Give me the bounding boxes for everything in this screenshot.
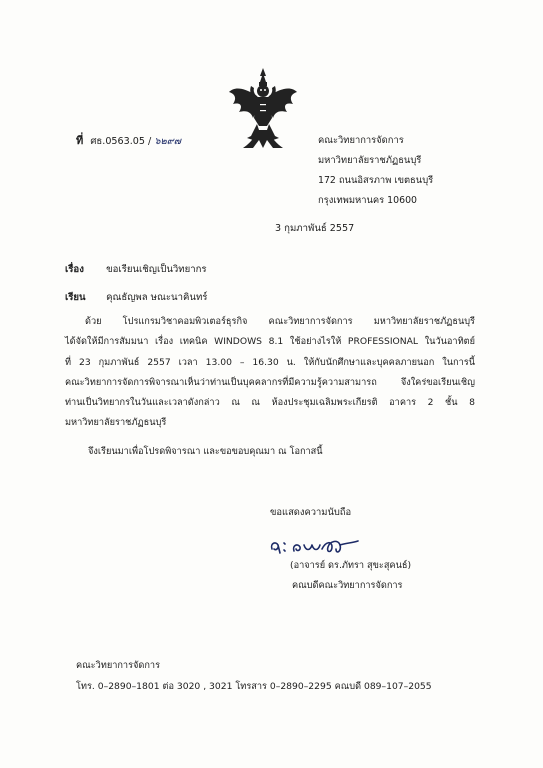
signer-name: (อาจารย์ ดร.ภัทรา สุขะสุคนธ์) [290, 560, 412, 571]
body-line: ที่ 23 กุมภาพันธ์ 2557 เวลา 13.00 – 16.30 น. ให้กับนักศึกษาและบุคคลภายนอก ในการนี้ [65, 356, 475, 368]
body-line: คณะวิทยาการจัดการพิจารณาเห็นว่าท่านเป็นบุคคลากรที่มีความรู้ความสามารถ จึงใคร่ขอเรียนเชิญ [65, 376, 475, 388]
subject-line [65, 262, 207, 277]
body-line: ได้จัดให้มีการสัมมนา เรื่อง เทคนิค WINDOWS 8.1 ใช้อย่างไรให้ PROFESSIONAL ในวันอาทิตย์ [65, 336, 475, 348]
reference-number [76, 131, 181, 149]
footer-contact [76, 655, 432, 697]
body-line: ด้วย โปรแกรมวิชาคอมพิวเตอร์ธุรกิจ คณะวิทยาการจัดการ มหาวิทยาลัยราชภัฏธนบุรี [85, 316, 475, 327]
sender-address-line: มหาวิทยาลัยราชภัฏธนบุรี [318, 155, 422, 166]
handwritten-signature [266, 531, 362, 559]
body-line: มหาวิทยาลัยราชภัฏธนบุรี [65, 417, 167, 429]
closing-sentence: จึงเรียนมาเพื่อโปรดพิจารณา และขอขอบคุณมา ณ โอกาสนี้ [88, 446, 323, 457]
sender-address-line: 172 ถนนอิสรภาพ เขตธนบุรี [318, 175, 434, 186]
body-line: ท่านเป็นวิทยากรในวันและเวลาดังกล่าว ณ ณ ห้องประชุมเฉลิมพระเกียรติ อาคาร 2 ชั้น 8 [65, 397, 475, 409]
reference-code: ศธ.0563.05 / [90, 136, 152, 147]
letter-date: 3 กุมภาพันธ์ 2557 [275, 223, 355, 234]
reference-handwritten-number: ๖๒๙๗ [154, 136, 181, 147]
sender-address-line: กรุงเทพมหานคร 10600 [318, 195, 417, 206]
footer-department: คณะวิทยาการจัดการ [76, 660, 161, 671]
reference-label: ที่ [76, 134, 84, 147]
sender-address [318, 131, 433, 211]
regards-phrase: ขอแสดงความนับถือ [270, 507, 352, 518]
signer-position: คณบดีคณะวิทยาการจัดการ [292, 580, 403, 591]
garuda-emblem-icon [227, 66, 299, 150]
recipient-line [65, 290, 207, 305]
footer-phone-line: โทร. 0–2890–1801 ต่อ 3020 , 3021 โทรสาร 0–2890–2295 คณบดี 089–107–2055 [76, 681, 432, 692]
subject-text: ขอเรียนเชิญเป็นวิทยากร [106, 264, 207, 275]
sender-address-line: คณะวิทยาการจัดการ [318, 135, 404, 146]
signer-block [290, 556, 411, 596]
letter-body [65, 312, 475, 434]
subject-label: เรื่อง [65, 264, 84, 275]
recipient-label: เรียน [65, 292, 86, 303]
recipient-name: คุณธัญพล ษณะนาคินทร์ [106, 292, 208, 303]
